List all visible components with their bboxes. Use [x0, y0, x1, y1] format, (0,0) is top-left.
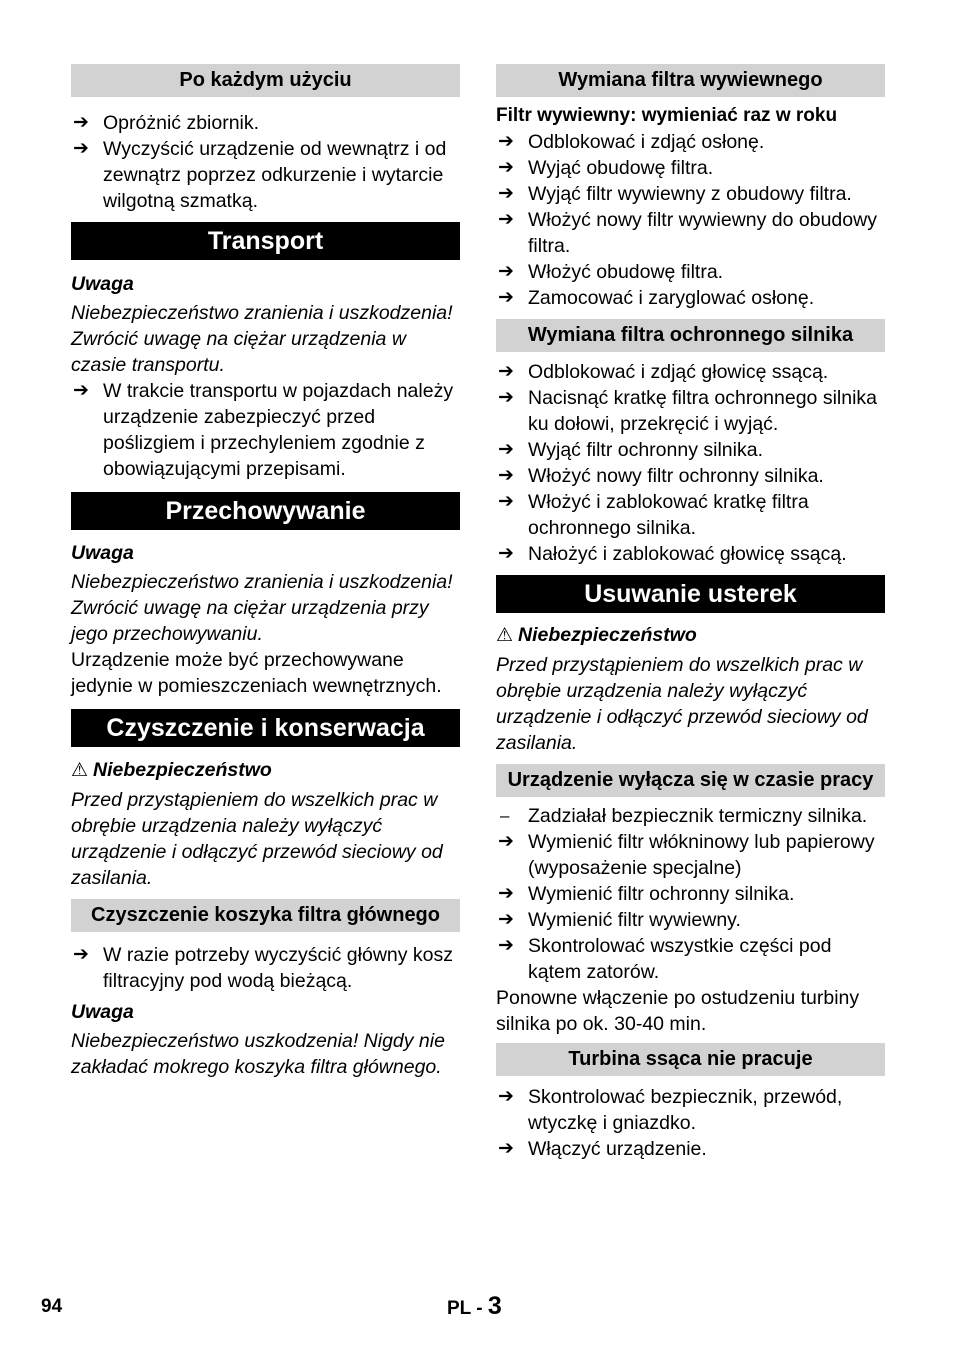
arrow-icon: ➔ [498, 909, 514, 930]
arrow-icon: ➔ [498, 491, 514, 512]
arrow-icon: ➔ [498, 1086, 514, 1107]
heading-usuwanie-usterek: Usuwanie usterek [496, 575, 885, 613]
list-item: ➔ W trakcie transportu w pojazdach należy urządzenie zabezpieczyć przed poślizgiem i przechyleniem zgodnie z obowiązującymi przepisami. [73, 380, 454, 480]
heading-turbina-ssaca: Turbina ssąca nie pracuje [496, 1043, 885, 1076]
page-number: 94 [41, 1296, 63, 1317]
arrow-icon: ➔ [498, 209, 514, 230]
note-heading: Uwaga [71, 273, 134, 295]
arrow-icon: ➔ [498, 183, 514, 204]
list-item: ➔ Odblokować i zdjąć głowicę ssącą. [498, 361, 829, 383]
page-footer-label [447, 1292, 502, 1321]
arrow-icon: ➔ [498, 261, 514, 282]
list-item: ➔ Nacisnąć kratkę filtra ochronnego silnika ku dołowi, przekręcić i wyjąć. [498, 387, 878, 435]
list-item: ➔ Wyczyścić urządzenie od wewnątrz i od zewnątrz poprzez odkurzenie i wytarcie wilgotną szmatką. [73, 138, 447, 212]
note-heading: Uwaga [71, 1001, 134, 1023]
list-item: ➔ Wymienić filtr włókninowy lub papierowy (wyposażenie specjalne) [498, 831, 875, 879]
section-number: 3 [487, 1292, 502, 1320]
warning-icon: ⚠ [71, 760, 89, 781]
arrow-icon: ➔ [73, 380, 89, 401]
subheading: Filtr wywiewny: wymieniać raz w roku [496, 105, 838, 126]
list-item: ➔ Opróżnić zbiornik. [73, 112, 260, 134]
list-item: ➔ Wymienić filtr ochronny silnika. [498, 883, 795, 905]
warning-icon: ⚠ [496, 625, 514, 646]
arrow-icon: ➔ [73, 112, 89, 133]
heading-czyszczenie-i-konserwacja: Czyszczenie i konserwacja [71, 709, 460, 747]
note-text: Niebezpieczeństwo zranienia i uszkodzenia! Zwrócić uwagę na ciężar urządzenia w czasie transportu. [71, 302, 453, 376]
arrow-icon: ➔ [498, 387, 514, 408]
arrow-icon: ➔ [73, 944, 89, 965]
left-column [71, 64, 460, 1080]
arrow-icon: ➔ [498, 883, 514, 904]
arrow-icon: ➔ [498, 543, 514, 564]
arrow-icon: ➔ [73, 138, 89, 159]
danger-heading: ⚠ Niebezpieczeństwo [496, 622, 885, 649]
list-item: ➔ Włączyć urządzenie. [498, 1138, 707, 1160]
note-heading: Uwaga [71, 542, 134, 564]
dash-icon: – [500, 806, 510, 825]
right-column [496, 64, 885, 1162]
paragraph: Urządzenie może być przechowywane jedynie w pomieszczeniach wewnętrznych. [71, 649, 442, 697]
list-item: ➔ Skontrolować wszystkie części pod kątem zatorów. [498, 935, 832, 983]
heading-po-kazdym-uzyciu: Po każdym użyciu [71, 64, 460, 97]
list-item: ➔ Włożyć nowy filtr wywiewny do obudowy filtra. [498, 209, 877, 257]
list-item: ➔ Skontrolować bezpiecznik, przewód, wtyczkę i gniazdko. [498, 1086, 843, 1134]
list-item: – Zadziałał bezpiecznik termiczny silnika. [500, 805, 868, 827]
note-text: Niebezpieczeństwo zranienia i uszkodzenia! Zwrócić uwagę na ciężar urządzenia przy jego przechowywaniu. [71, 571, 453, 645]
arrow-icon: ➔ [498, 361, 514, 382]
arrow-icon: ➔ [498, 935, 514, 956]
list-item: ➔ Nałożyć i zablokować głowicę ssącą. [498, 543, 847, 565]
list-item: ➔ Włożyć obudowę filtra. [498, 261, 724, 283]
arrow-icon: ➔ [498, 831, 514, 852]
danger-heading: ⚠ Niebezpieczeństwo [71, 757, 460, 784]
list-item: ➔ W razie potrzeby wyczyścić główny kosz filtracyjny pod wodą bieżącą. [73, 944, 454, 992]
arrow-icon: ➔ [498, 465, 514, 486]
heading-urzadzenie-wylacza-sie: Urządzenie wyłącza się w czasie pracy [496, 764, 885, 797]
arrow-icon: ➔ [498, 131, 514, 152]
heading-przechowywanie: Przechowywanie [71, 492, 460, 530]
danger-text: Przed przystąpieniem do wszelkich prac w obrębie urządzenia należy wyłączyć urządzenie i odłączyć przewód sieciowy od zasilania. [71, 789, 443, 889]
arrow-icon: ➔ [498, 439, 514, 460]
list-item: ➔ Wyjąć filtr wywiewny z obudowy filtra. [498, 183, 852, 205]
list-item: ➔ Włożyć nowy filtr ochronny silnika. [498, 465, 824, 487]
list-item: ➔ Wymienić filtr wywiewny. [498, 909, 741, 931]
separator: - [476, 1298, 483, 1319]
heading-wymiana-filtra-wywiewnego: Wymiana filtra wywiewnego [496, 64, 885, 97]
list-item: ➔ Włożyć i zablokować kratkę filtra ochronnego silnika. [498, 491, 809, 539]
paragraph: Ponowne włączenie po ostudzeniu turbiny silnika po ok. 30-40 min. [496, 987, 860, 1035]
arrow-icon: ➔ [498, 287, 514, 308]
danger-text: Przed przystąpieniem do wszelkich prac w obrębie urządzenia należy wyłączyć urządzenie i odłączyć przewód sieciowy od zasilania. [496, 654, 868, 754]
list-item: ➔ Zamocować i zaryglować osłonę. [498, 287, 815, 309]
list-item: ➔ Odblokować i zdjąć osłonę. [498, 131, 765, 153]
list-item: ➔ Wyjąć filtr ochronny silnika. [498, 439, 763, 461]
heading-wymiana-filtra-ochronnego: Wymiana filtra ochronnego silnika [496, 319, 885, 352]
note-text: Niebezpieczeństwo uszkodzenia! Nigdy nie zakładać mokrego koszyka filtra głównego. [71, 1030, 445, 1078]
list-item: ➔ Wyjąć obudowę filtra. [498, 157, 714, 179]
language-code: PL [447, 1298, 471, 1319]
arrow-icon: ➔ [498, 157, 514, 178]
heading-czyszczenie-koszyka: Czyszczenie koszyka filtra głównego [71, 899, 460, 932]
heading-transport: Transport [71, 222, 460, 260]
arrow-icon: ➔ [498, 1138, 514, 1159]
